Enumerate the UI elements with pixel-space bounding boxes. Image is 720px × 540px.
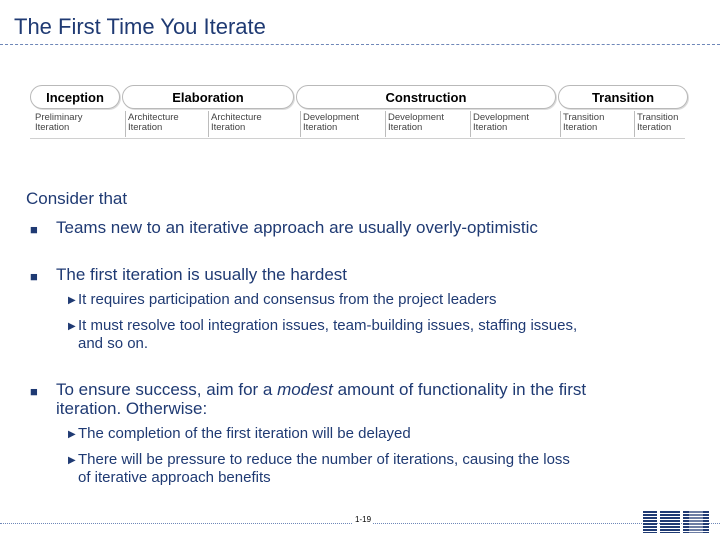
phase-inception: Inception <box>30 85 120 109</box>
triangle-bullet-icon: ▶ <box>68 429 76 440</box>
title-divider <box>0 44 720 45</box>
iteration-cell: Transition Iteration <box>560 111 632 137</box>
sub-bullet-item: ▶ It requires participation and consensus from the project leaders <box>68 291 497 308</box>
iteration-cell: Development Iteration <box>470 111 558 137</box>
square-bullet-icon: ■ <box>30 222 38 237</box>
timeline-baseline <box>30 138 685 139</box>
triangle-bullet-icon: ▶ <box>68 321 76 332</box>
iteration-cell: Architecture Iteration <box>208 111 296 137</box>
iteration-cell: Development Iteration <box>385 111 469 137</box>
sub-bullet-item: ▶ It must resolve tool integration issues, team-building issues, staffing issues, and so on. <box>68 317 578 352</box>
sub-bullet-item: ▶ The completion of the first iteration will be delayed <box>68 425 411 442</box>
iteration-cell: Architecture Iteration <box>125 111 207 137</box>
bullet-item: ■ The first iteration is usually the hardest <box>30 265 348 284</box>
square-bullet-icon: ■ <box>30 269 38 284</box>
triangle-bullet-icon: ▶ <box>68 295 76 306</box>
phase-transition: Transition <box>558 85 688 109</box>
sub-bullet-item: ▶ There will be pressure to reduce the number of iterations, causing the loss of iterative approach benefits <box>68 451 570 486</box>
page-number: 1-19 <box>355 515 372 524</box>
bullet-item: ■ Teams new to an iterative approach are usually overly-optimistic <box>30 218 538 237</box>
iteration-cell: Development Iteration <box>300 111 384 137</box>
iteration-cell: Transition Iteration <box>634 111 690 137</box>
phase-elaboration: Elaboration <box>122 85 294 109</box>
triangle-bullet-icon: ▶ <box>68 455 76 466</box>
phase-construction: Construction <box>296 85 556 109</box>
square-bullet-icon: ■ <box>30 384 38 399</box>
bullet-item: ■ To ensure success, aim for a modest amount of functionality in the first iteration. Otherwise: <box>30 380 587 418</box>
slide-title: The First Time You Iterate <box>14 14 266 39</box>
lead-text: Consider that <box>26 189 128 208</box>
iteration-cell: Preliminary Iteration <box>35 112 83 133</box>
ibm-logo <box>640 508 712 536</box>
